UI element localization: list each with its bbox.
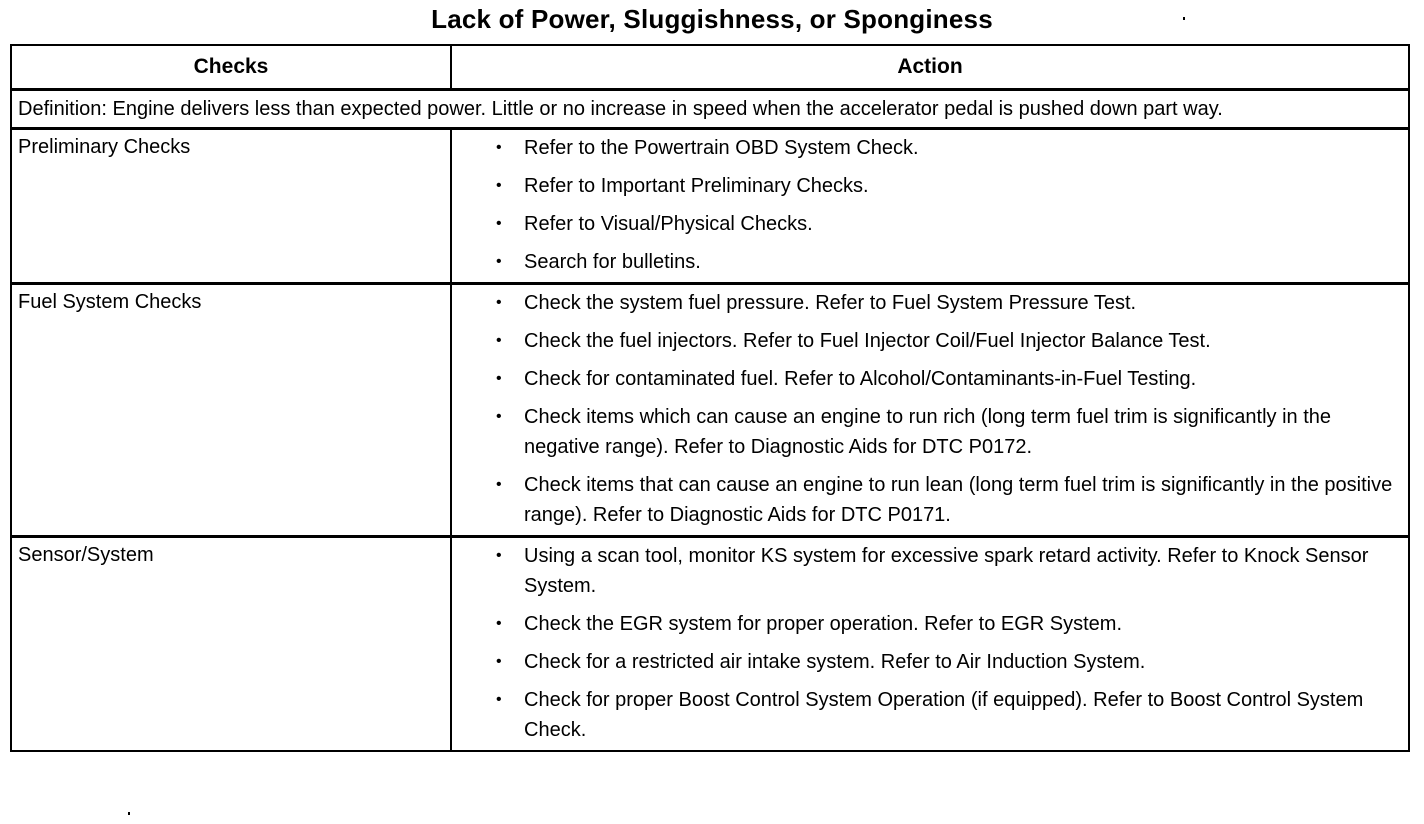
bullet-icon: • (496, 408, 502, 425)
action-list (458, 541, 1402, 745)
action-text: Refer to the Powertrain OBD System Check. (524, 137, 919, 159)
list-item (488, 288, 1402, 318)
definition-row (11, 90, 1409, 129)
action-text: Check the EGR system for proper operation. Refer to EGR System. (524, 613, 1123, 635)
table-row (11, 537, 1409, 752)
table-row (11, 129, 1409, 284)
list-item (488, 364, 1402, 394)
bullet-icon: • (496, 332, 502, 349)
bullet-icon: • (496, 370, 502, 387)
bullet-icon: • (496, 253, 502, 270)
list-item (488, 402, 1402, 462)
action-text: Check for proper Boost Control System Operation (if equipped). Refer to Boost Control System Check. (524, 689, 1364, 741)
bullet-icon: • (496, 294, 502, 311)
action-text: Check the system fuel pressure. Refer to Fuel System Pressure Test. (524, 292, 1137, 314)
action-text: Refer to Visual/Physical Checks. (524, 213, 813, 235)
action-text: Refer to Important Preliminary Checks. (524, 175, 869, 197)
list-item (488, 647, 1402, 677)
bullet-icon: • (496, 615, 502, 632)
bullet-icon: • (496, 476, 502, 493)
list-item (488, 609, 1402, 639)
document-title: Lack of Power, Sluggishness, or Sponginess (431, 4, 993, 34)
action-cell (451, 129, 1409, 284)
list-item (488, 171, 1402, 201)
action-text: Using a scan tool, monitor KS system for excessive spark retard activity. Refer to Knock Sensor System. (524, 545, 1369, 597)
bullet-icon: • (496, 653, 502, 670)
table-row (11, 284, 1409, 537)
diagnostic-table (10, 44, 1410, 752)
list-item (488, 209, 1402, 239)
check-label-sensor-system: Sensor/System (11, 537, 451, 752)
action-text: Check items which can cause an engine to run rich (long term fuel trim is significantly in the negative range). Refer to Diagnostic Aids for DTC P0172. (524, 406, 1332, 458)
list-item (488, 133, 1402, 163)
action-text: Check for contaminated fuel. Refer to Alcohol/Contaminants-in-Fuel Testing. (524, 368, 1197, 390)
action-text: Check the fuel injectors. Refer to Fuel Injector Coil/Fuel Injector Balance Test. (524, 330, 1211, 352)
check-label-fuel-system: Fuel System Checks (11, 284, 451, 537)
bullet-icon: • (496, 691, 502, 708)
bullet-icon: • (496, 215, 502, 232)
action-list (458, 288, 1402, 530)
list-item (488, 685, 1402, 745)
action-text: Search for bulletins. (524, 251, 701, 273)
action-text: Check for a restricted air intake system. Refer to Air Induction System. (524, 651, 1146, 673)
bullet-icon: • (496, 139, 502, 156)
check-label-preliminary: Preliminary Checks (11, 129, 451, 284)
action-list (458, 133, 1402, 277)
action-cell (451, 284, 1409, 537)
header-row (11, 45, 1409, 90)
action-cell (451, 537, 1409, 752)
list-item (488, 470, 1402, 530)
list-item (488, 326, 1402, 356)
scan-speck (1183, 17, 1185, 20)
bullet-icon: • (496, 547, 502, 564)
list-item (488, 541, 1402, 601)
definition-text: Definition: Engine delivers less than expected power. Little or no increase in speed when the accelerator pedal is pushed down part way. (11, 90, 1409, 129)
scan-speck (128, 812, 130, 815)
bullet-icon: • (496, 177, 502, 194)
header-action: Action (451, 45, 1409, 90)
header-checks: Checks (11, 45, 451, 90)
list-item (488, 247, 1402, 277)
action-text: Check items that can cause an engine to run lean (long term fuel trim is significantly in the positive range). Refer to Diagnostic Aids for DTC P0171. (524, 474, 1393, 526)
